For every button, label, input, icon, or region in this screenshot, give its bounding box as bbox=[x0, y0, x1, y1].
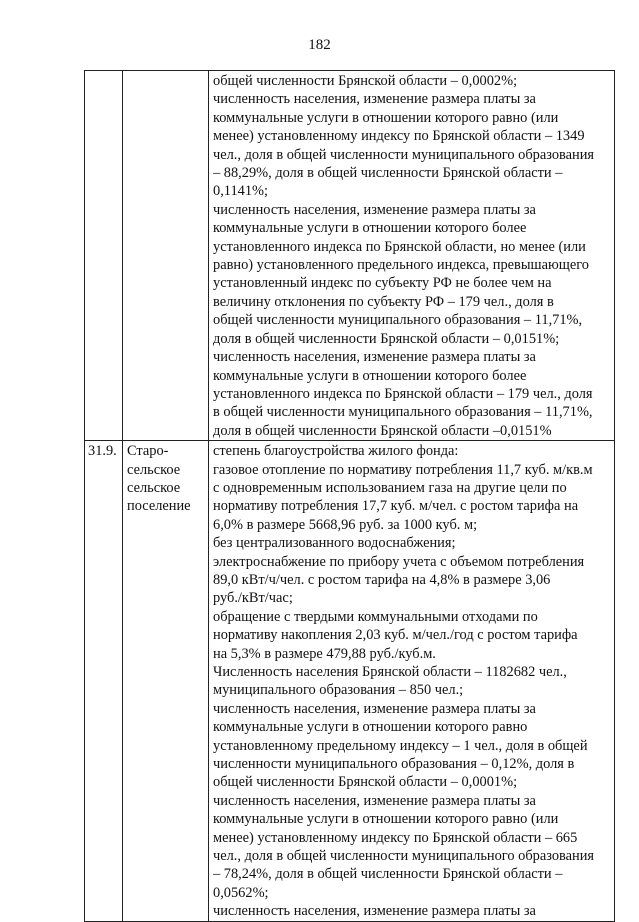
row-number: 31.9. bbox=[88, 443, 117, 460]
text-line: нормативу потребления 17,7 куб. м/чел. с ростом тарифа на bbox=[213, 498, 579, 515]
text-line: установленному предельному индексу – 1 чел., доля в общей bbox=[213, 737, 588, 754]
text-line: Численность населения Брянской области – 1182682 чел., bbox=[213, 664, 567, 680]
settlement-name-cell bbox=[123, 441, 209, 922]
table-row-continuation bbox=[85, 71, 615, 441]
text-line: общей численности Брянской области – 0,0002%; bbox=[213, 73, 518, 89]
text-line: доля в общей численности Брянской области – 0,0151%; bbox=[213, 330, 560, 347]
text-line: руб./кВт/час; bbox=[213, 590, 293, 607]
text-line: коммунальные услуги в отношении которого более bbox=[213, 220, 527, 237]
text-line: чел., доля в общей численности муниципального образования bbox=[213, 848, 595, 865]
text-line: установленного индекса по Брянской области – 179 чел., доля bbox=[213, 385, 593, 402]
text-line: коммунальные услуги в отношении которого равно (или bbox=[213, 109, 559, 126]
text-line: равно) установленного предельного индекса, превышающего bbox=[213, 257, 589, 274]
text-line: численность населения, изменение размера платы за bbox=[213, 201, 536, 218]
text-line: в общей численности муниципального образования – 11,71%, bbox=[213, 404, 593, 421]
text-line: численность населения, изменение размера платы за bbox=[213, 349, 536, 366]
text-line: менее) установленному индексу по Брянской области – 1349 bbox=[213, 128, 585, 145]
text-line: чел., доля в общей численности муниципального образования bbox=[213, 146, 595, 163]
row-number-cell bbox=[85, 71, 123, 441]
text-line: – 78,24%, доля в общей численности Брянской области – bbox=[213, 866, 563, 883]
description-text bbox=[209, 441, 614, 921]
text-line: 0,0562%; bbox=[213, 884, 269, 901]
settlement-name bbox=[123, 441, 208, 516]
row-number-cell bbox=[85, 441, 123, 922]
text-line: общей численности Брянской области – 0,0001%; bbox=[213, 774, 518, 791]
text-line: доля в общей численности Брянской области –0,0151% bbox=[213, 422, 552, 439]
text-line: коммунальные услуги в отношении которого более bbox=[213, 367, 527, 384]
row-number bbox=[85, 71, 122, 72]
text-line: нормативу накопления 2,03 куб. м/чел./год с ростом тарифа bbox=[213, 627, 578, 644]
text-line: коммунальные услуги в отношении которого равно bbox=[213, 719, 528, 736]
settlement-name-line: сельское bbox=[127, 461, 181, 478]
text-line: менее) установленному индексу по Брянской области – 665 bbox=[213, 829, 578, 846]
description-cell bbox=[209, 441, 615, 922]
text-line: 89,0 кВт/ч/чел. с ростом тарифа на 4,8% в размере 3,06 bbox=[213, 571, 551, 588]
text-line: газовое отопление по нормативу потребления 11,7 куб. м/кв.м bbox=[213, 461, 593, 478]
text-line: численность населения, изменение размера платы за bbox=[213, 903, 536, 920]
document-table bbox=[84, 70, 615, 922]
text-line: без централизованного водоснабжения; bbox=[213, 535, 456, 552]
settlement-name-line: поселение bbox=[127, 498, 191, 515]
description-cell bbox=[209, 71, 615, 441]
settlement-name-line: сельское bbox=[127, 479, 181, 496]
text-line: – 88,29%, доля в общей численности Брянской области – bbox=[213, 165, 563, 182]
text-line: общей численности муниципального образования – 11,71%, bbox=[213, 312, 583, 329]
text-line: электроснабжение по прибору учета с объемом потребления bbox=[213, 553, 585, 570]
page-number: 182 bbox=[308, 37, 331, 53]
table-row-31-9 bbox=[85, 441, 615, 922]
settlement-name-line: Старо- bbox=[127, 443, 169, 460]
text-line: численность населения, изменение размера платы за bbox=[213, 91, 536, 108]
text-line: величину отклонения по субъекту РФ – 179 чел., доля в bbox=[213, 293, 554, 310]
text-line: численности муниципального образования – 0,12%, доля в bbox=[213, 756, 575, 773]
text-line: с одновременным использованием газа на другие цели по bbox=[213, 479, 567, 496]
text-line: обращение с твердыми коммунальными отходами по bbox=[213, 608, 538, 625]
text-line: численность населения, изменение размера платы за bbox=[213, 792, 536, 809]
description-text bbox=[209, 71, 614, 440]
text-line: муниципального образования – 850 чел.; bbox=[213, 682, 464, 699]
text-line: 6,0% в размере 5668,96 руб. за 1000 куб. м; bbox=[213, 516, 478, 533]
text-line: 0,1141%; bbox=[213, 183, 269, 200]
text-line: установленный индекс по субъекту РФ не более чем на bbox=[213, 275, 552, 292]
text-line: установленного индекса по Брянской области, но менее (или bbox=[213, 238, 586, 255]
text-line: на 5,3% в размере 479,88 руб./куб.м. bbox=[213, 645, 436, 662]
text-line: численность населения, изменение размера платы за bbox=[213, 700, 536, 717]
text-line: степень благоустройства жилого фонда: bbox=[213, 443, 459, 460]
settlement-name-cell bbox=[123, 71, 209, 441]
text-line: коммунальные услуги в отношении которого равно (или bbox=[213, 811, 559, 828]
